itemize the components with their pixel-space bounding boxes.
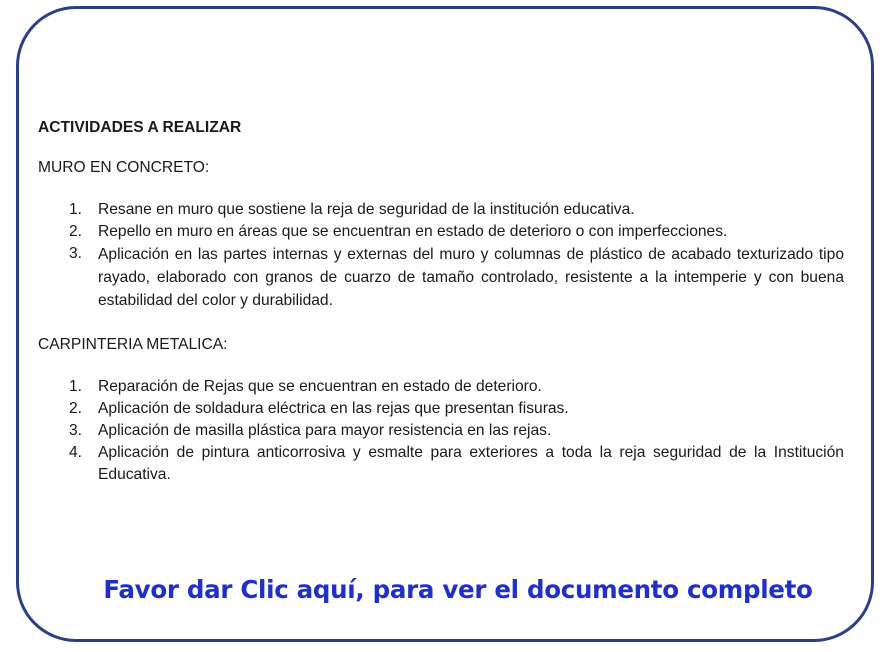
list-muro <box>38 199 844 312</box>
list-item-number: 1. <box>69 201 83 218</box>
list-item <box>38 442 844 486</box>
list-item-number: 2. <box>69 223 83 240</box>
list-carpinteria <box>38 376 844 486</box>
document-excerpt <box>38 117 844 486</box>
section-title-carpinteria: CARPINTERIA METALICA: <box>38 336 228 353</box>
list-item-number: 1. <box>69 378 83 395</box>
list-item <box>38 199 844 221</box>
list-item-number: 2. <box>69 400 83 417</box>
list-item-text: Aplicación de masilla plástica para mayor resistencia en las rejas. <box>98 422 552 439</box>
list-item-number: 3. <box>69 422 83 439</box>
section-title-muro: MURO EN CONCRETO: <box>38 159 210 176</box>
list-item-text: Aplicación de soldadura eléctrica en las rejas que presentan fisuras. <box>98 400 569 417</box>
document-heading: ACTIVIDADES A REALIZAR <box>38 119 242 136</box>
list-item <box>38 376 844 398</box>
list-item-text: Repello en muro en áreas que se encuentran en estado de deterioro o con imperfecciones. <box>98 223 728 240</box>
list-item <box>38 420 844 442</box>
list-item-text: Aplicación en las partes internas y externas del muro y columnas de plástico de acabado texturizado tipo rayado, elaborado con granos de cuarzo de tamaño controlado, resistente a la intemperie y con buena estabilidad del color y durabilidad. <box>98 246 844 309</box>
list-item <box>38 221 844 243</box>
list-item-number: 3. <box>69 245 83 262</box>
list-item-text: Resane en muro que sostiene la reja de seguridad de la institución educativa. <box>98 201 635 218</box>
list-item-text: Aplicación de pintura anticorrosiva y esmalte para exteriores a toda la reja seguridad de la Institución Educativa. <box>98 444 844 483</box>
list-item <box>38 398 844 420</box>
view-full-document-link[interactable]: Favor dar Clic aquí, para ver el documento completo <box>103 575 813 604</box>
list-item <box>38 243 844 312</box>
list-item-number: 4. <box>69 444 83 461</box>
list-item-text: Reparación de Rejas que se encuentran en estado de deterioro. <box>98 378 542 395</box>
